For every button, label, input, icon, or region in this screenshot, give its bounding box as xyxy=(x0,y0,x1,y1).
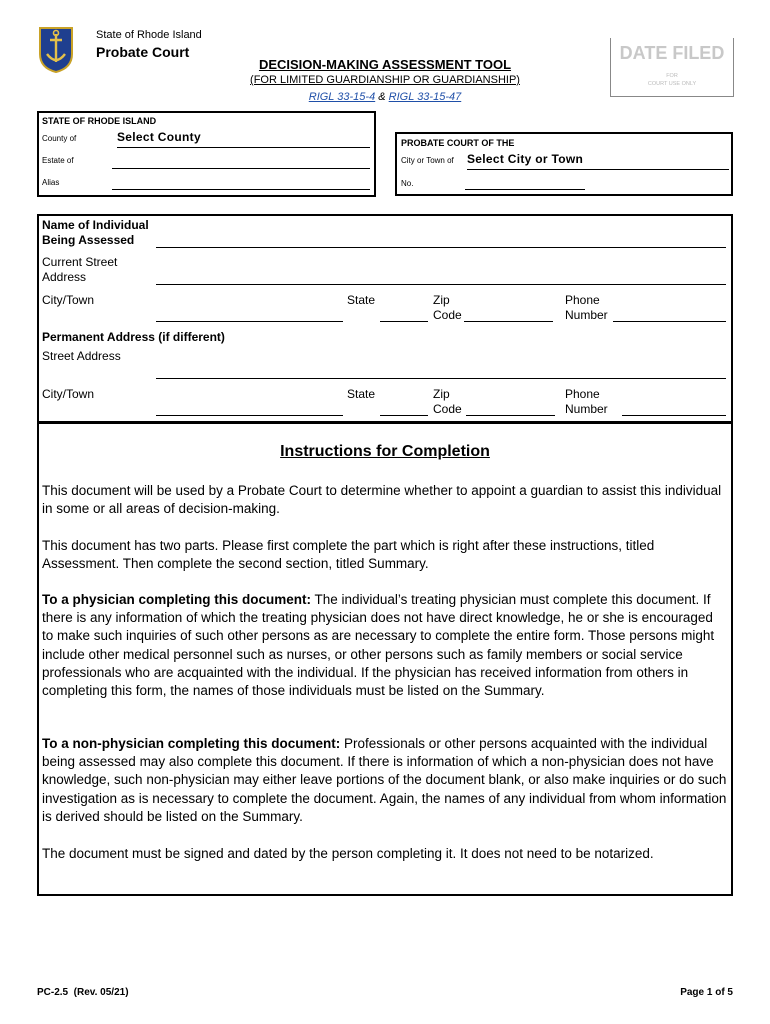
rigl-and: & xyxy=(375,91,389,103)
form-id: PC-2.5 (Rev. 05/21) xyxy=(37,987,129,998)
rhode-island-seal-icon xyxy=(36,24,76,74)
name-label xyxy=(42,218,149,248)
phone-label-line1: Phone xyxy=(565,293,600,307)
instructions-paragraph-3 xyxy=(42,591,726,700)
non-physician-heading: To a non-physician completing this document: xyxy=(42,736,341,751)
case-no-field[interactable] xyxy=(465,189,585,190)
perm-phone-label-line2: Number xyxy=(565,402,608,416)
instructions-paragraph-5: The document must be signed and dated by the person completing it. It does not need to be notarized. xyxy=(42,846,654,861)
city-label: City/Town xyxy=(42,293,95,307)
phone-field[interactable] xyxy=(613,321,726,322)
name-label-line2: Being Assessed xyxy=(42,233,135,247)
estate-field[interactable] xyxy=(112,168,370,169)
rigl-references xyxy=(160,91,610,103)
probate-court-heading: PROBATE COURT OF THE xyxy=(401,138,515,148)
permanent-address-label: Permanent Address (if different) xyxy=(42,330,225,344)
city-town-select[interactable]: Select City or Town xyxy=(467,152,729,170)
estate-label: Estate of xyxy=(42,156,74,165)
court-use-only-label xyxy=(611,72,733,88)
zip-label-line1: Zip xyxy=(433,293,450,307)
county-label: County of xyxy=(42,134,77,143)
state-heading: STATE OF RHODE ISLAND xyxy=(42,116,157,126)
page-number: Page 1 of 5 xyxy=(680,987,733,998)
perm-state-field[interactable] xyxy=(380,415,428,416)
non-physician-text: Professionals or other persons acquainted with the individual being assessed may also complete this document. If there is information of which a non-physician does not have knowledge, such non-physician may either leave portions of the document blank, or also make inquiries or do such investigation as is necessary to complete the document. Again, the names of any individual from whom information is derived should be listed on the Summary. xyxy=(42,736,727,824)
city-field[interactable] xyxy=(156,321,343,322)
rigl-link-33-15-47[interactable]: RIGL 33-15-47 xyxy=(388,91,462,103)
date-use-label: COURT USE ONLY xyxy=(647,81,697,87)
street-field[interactable] xyxy=(156,284,726,285)
date-filed-label: DATE FILED xyxy=(619,43,725,63)
perm-phone-field[interactable] xyxy=(622,415,726,416)
name-label-line1: Name of Individual xyxy=(42,218,149,232)
zip-label-line2: Code xyxy=(433,308,462,322)
perm-zip-label-line2: Code xyxy=(433,402,462,416)
phone-label-line2: Number xyxy=(565,308,608,322)
name-field[interactable] xyxy=(156,247,726,248)
instructions-paragraph-1: This document will be used by a Probate Court to determine whether to appoint a guardian to assist this individual in some or all areas of decision-making. xyxy=(42,483,722,517)
alias-field[interactable] xyxy=(112,189,370,190)
street-label-line2: Address xyxy=(42,270,87,284)
court-name: Probate Court xyxy=(96,44,190,60)
instructions-paragraph-4 xyxy=(42,735,728,826)
date-for-label: FOR xyxy=(666,73,678,79)
street-label xyxy=(42,255,117,285)
alias-label: Alias xyxy=(42,178,60,187)
physician-heading: To a physician completing this document: xyxy=(42,592,312,607)
perm-zip-field[interactable] xyxy=(466,415,555,416)
perm-street-field[interactable] xyxy=(156,378,726,379)
perm-city-field[interactable] xyxy=(156,415,343,416)
state-name: State of Rhode Island xyxy=(96,29,202,41)
county-select[interactable]: Select County xyxy=(117,130,370,148)
perm-zip-label-line1: Zip xyxy=(433,387,450,401)
perm-phone-label-line1: Phone xyxy=(565,387,600,401)
instructions-title: Instructions for Completion xyxy=(280,443,490,460)
rigl-link-33-15-4[interactable]: RIGL 33-15-4 xyxy=(308,91,376,103)
physician-text: The individual’s treating physician must complete this document. If there is any information of which the treating physician does not have direct knowledge, he or she is encouraged to make such inquiries of such other persons as are necessary to complete the entire form. Those persons might include other medical personnel such as nurses, or other persons such as family members or social service professionals who are acquainted with the individual. If the physician has received information from others in completing this form, the names of those individuals must be listed on the Summary. xyxy=(42,592,715,699)
case-no-label: No. xyxy=(401,179,414,188)
document-title: DECISION-MAKING ASSESSMENT TOOL xyxy=(258,57,512,72)
state-label: State xyxy=(347,293,376,307)
street-label-line1: Current Street xyxy=(42,255,118,269)
state-field[interactable] xyxy=(380,321,428,322)
city-town-label: City or Town of xyxy=(401,156,454,165)
instructions-paragraph-2: This document has two parts. Please first complete the part which is right after these instructions, titled Assessment. Then complete the second section, titled Summary. xyxy=(42,538,655,572)
perm-state-label: State xyxy=(347,387,376,401)
zip-field[interactable] xyxy=(464,321,553,322)
date-filed-box xyxy=(610,38,734,97)
document-subtitle: (FOR LIMITED GUARDIANSHIP OR GUARDIANSHIP) xyxy=(250,74,520,86)
perm-city-label: City/Town xyxy=(42,387,95,401)
perm-street-label: Street Address xyxy=(42,349,121,363)
